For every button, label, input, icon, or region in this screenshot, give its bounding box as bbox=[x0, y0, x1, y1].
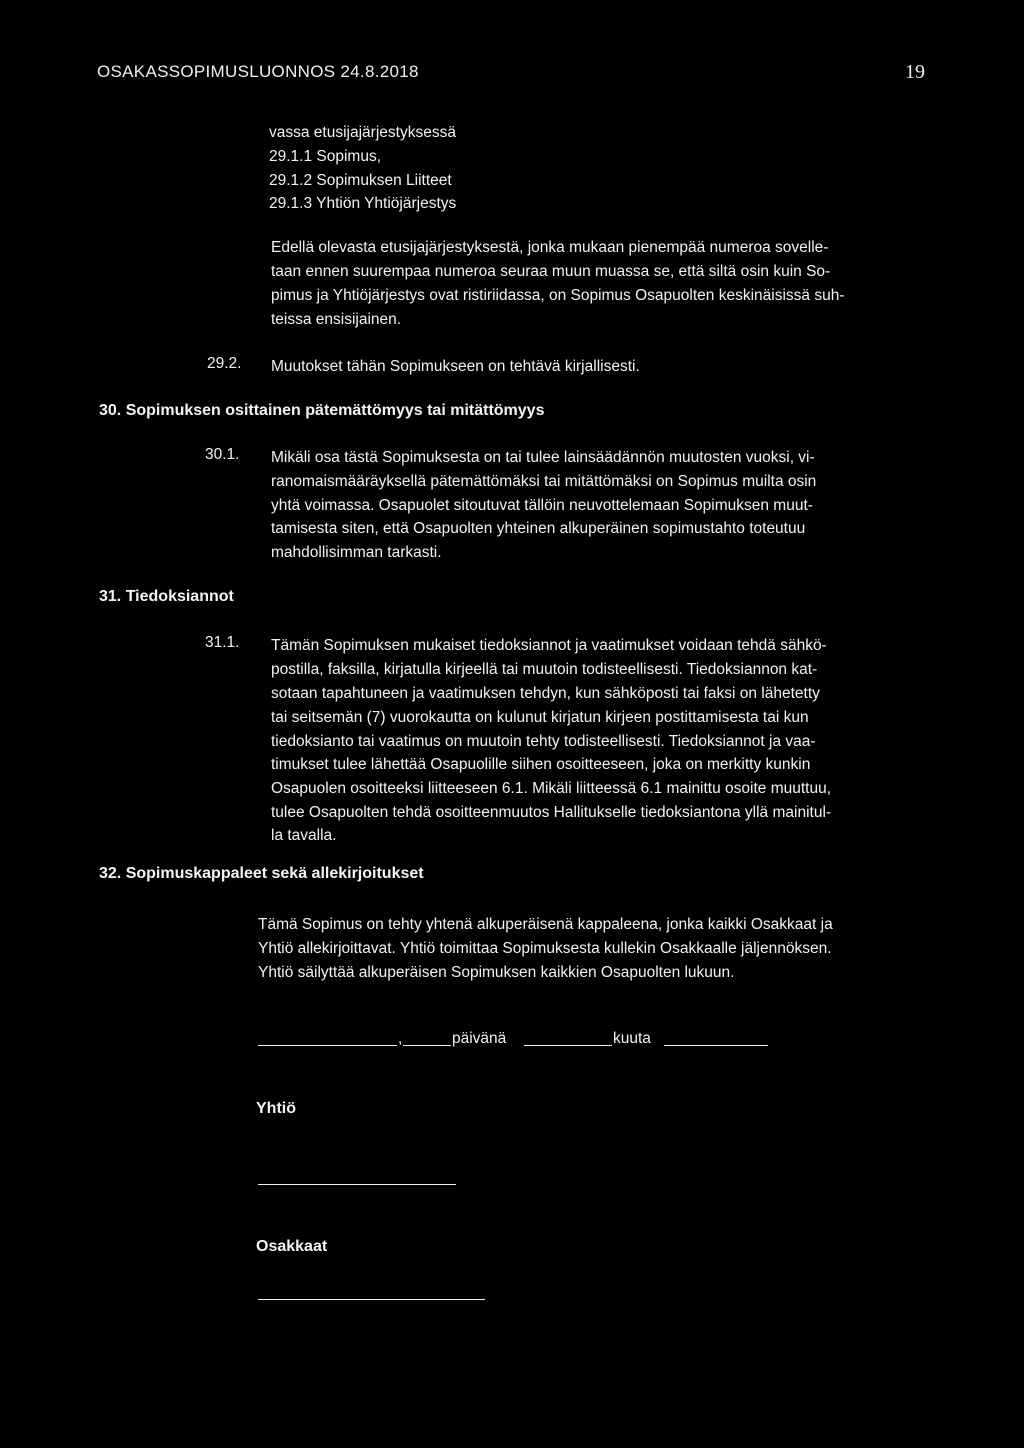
month-label: kuuta bbox=[613, 1030, 651, 1047]
year-blank bbox=[664, 1045, 768, 1046]
precedence-item-appendices: 29.1.2 Sopimuksen Liitteet bbox=[269, 172, 452, 189]
clause-29-2-text: Muutokset tähän Sopimukseen on tehtävä kirjallisesti. bbox=[271, 358, 640, 375]
clause-30-1-line: tamisesta siten, että Osapuolten yhteinen alkuperäinen sopimustahto toteutuu bbox=[271, 520, 806, 537]
clause-number-30-1: 30.1. bbox=[205, 446, 240, 463]
clause-31-1-line: sotaan tapahtuneen ja vaatimuksen tehdyn, kun sähköposti tai faksi on lähetetty bbox=[271, 685, 820, 702]
clause-31-1-line: tai seitsemän (7) vuorokautta on kulunut kirjatun kirjeen postittamisesta tai kun bbox=[271, 709, 809, 726]
precedence-paragraph-line: Edellä olevasta etusijajärjestyksestä, jonka mukaan pienempää numeroa sovelle- bbox=[271, 239, 829, 256]
clause-31-1-line: timukset tulee lähettää Osapuolille siihen osoitteeseen, joka on merkitty kunkin bbox=[271, 756, 811, 773]
section-32-line: Yhtiö säilyttää alkuperäisen Sopimuksen kaikkien Osapuolten lukuun. bbox=[258, 964, 735, 981]
document-title: OSAKASSOPIMUSLUONNOS 24.8.2018 bbox=[97, 62, 419, 81]
company-signature-label: Yhtiö bbox=[256, 1100, 296, 1117]
place-comma: , bbox=[398, 1030, 403, 1047]
precedence-paragraph-line: pimus ja Yhtiöjärjestys ovat ristiriidassa, on Sopimus Osapuolten keskinäisissä suh- bbox=[271, 287, 845, 304]
clause-31-1-line: postilla, faksilla, kirjatulla kirjeellä tai muutoin todisteellisesti. Tiedoksiannon kat- bbox=[271, 661, 818, 678]
precedence-item-contract: 29.1.1 Sopimus, bbox=[269, 148, 382, 165]
shareholders-signature-line bbox=[258, 1299, 485, 1300]
clause-30-1-line: ranomaismääräyksellä pätemättömäksi tai mitättömäksi on Sopimus muilta osin bbox=[271, 473, 817, 490]
shareholders-signature-label: Osakkaat bbox=[256, 1238, 328, 1255]
precedence-item-articles: 29.1.3 Yhtiön Yhtiöjärjestys bbox=[269, 195, 457, 212]
section-30-heading: 30. Sopimuksen osittainen pätemättömyys tai mitättömyys bbox=[99, 402, 545, 419]
precedence-intro: vassa etusijajärjestyksessä bbox=[269, 124, 456, 141]
clause-31-1-line: la tavalla. bbox=[271, 827, 337, 844]
clause-31-1-line: Tämän Sopimuksen mukaiset tiedoksiannot ja vaatimukset voidaan tehdä sähkö- bbox=[271, 637, 827, 654]
section-32-line: Tämä Sopimus on tehty yhtenä alkuperäisenä kappaleena, jonka kaikki Osakkaat ja bbox=[258, 916, 833, 933]
precedence-paragraph-line: teissa ensisijainen. bbox=[271, 311, 402, 328]
day-blank bbox=[403, 1045, 451, 1046]
page-number: 19 bbox=[905, 61, 925, 83]
precedence-paragraph-line: taan ennen suurempaa numeroa seuraa muun muassa se, että siltä osin kuin So- bbox=[271, 263, 831, 280]
clause-30-1-line: mahdollisimman tarkasti. bbox=[271, 544, 442, 561]
place-blank bbox=[258, 1045, 397, 1046]
clause-31-1-line: tiedoksianto tai vaatimus on muutoin tehty todisteellisesti. Tiedoksiannot ja vaa- bbox=[271, 733, 816, 750]
day-label: päivänä bbox=[452, 1030, 507, 1047]
clause-31-1-line: Osapuolen osoitteeksi liitteeseen 6.1. Mikäli liitteessä 6.1 mainittu osoite muuttuu, bbox=[271, 780, 832, 797]
section-32-line: Yhtiö allekirjoittavat. Yhtiö toimittaa Sopimuksesta kullekin Osakkaalle jäljennöksen. bbox=[258, 940, 832, 957]
section-31-heading: 31. Tiedoksiannot bbox=[99, 588, 234, 605]
clause-number-29-2: 29.2. bbox=[207, 355, 242, 372]
clause-30-1-line: yhtä voimassa. Osapuolet sitoutuvat tällöin neuvottelemaan Sopimuksen muut- bbox=[271, 497, 813, 514]
clause-31-1-line: tulee Osapuolten tehdä osoitteenmuutos Hallitukselle tiedoksiantona yllä mainitul- bbox=[271, 804, 832, 821]
clause-30-1-line: Mikäli osa tästä Sopimuksesta on tai tulee lainsäädännön muutosten vuoksi, vi- bbox=[271, 449, 815, 466]
company-signature-line bbox=[258, 1184, 456, 1185]
clause-number-31-1: 31.1. bbox=[205, 634, 240, 651]
section-32-heading: 32. Sopimuskappaleet sekä allekirjoitukset bbox=[99, 865, 424, 882]
month-blank bbox=[524, 1045, 612, 1046]
